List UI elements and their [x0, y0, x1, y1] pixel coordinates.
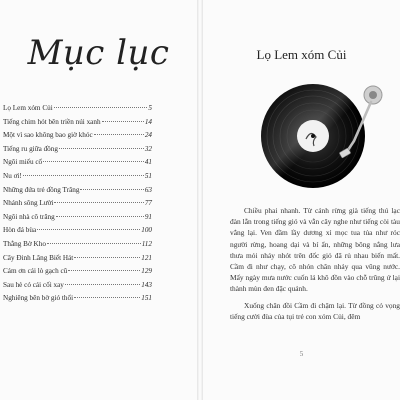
toc-entry-page: 24 [144, 131, 152, 140]
toc-leader-dots [43, 161, 144, 162]
vinyl-record-illustration [258, 81, 388, 191]
toc-entry-page: 32 [144, 144, 152, 153]
toc-entry[interactable] [3, 240, 152, 254]
page-number: 5 [299, 350, 304, 358]
story-paragraph: Chiều phai nhanh. Từ cánh rừng già tiếng thú lạc đàn lẫn trong tiếng gió và vẫn cây nghe như tiếng còi tàu vẳng lại. Ven đầm lầy dương xỉ mọc tua tủa như róc người rừng, hoang dại và bí ẩn, những bông nắng lưa thưa mỏi nhảy nhót trên đốc giỏ đã rủ nhau biến mất. Cầm đi như chạy, cô nhón chân nhảy qua vũng nước. Mấy ngày mưa nước cuốn lá khô đồn vào chỗ trũng ứ lại thành mùn đen đặc quánh. [230, 206, 400, 294]
vinyl-record-icon [258, 81, 388, 191]
toc-leader-dots [65, 284, 140, 285]
toc-entry-page: 121 [141, 253, 152, 262]
toc-entry-title: Sau hè có cái cối xay [3, 280, 64, 289]
toc-entry-title: Ngôi nhà cô trăng [3, 212, 55, 221]
toc-entry-title: Một vì sao không bao giờ khóc [3, 131, 93, 140]
toc-leader-dots [37, 229, 140, 230]
toc-entry[interactable] [3, 172, 152, 186]
toc-entry-page: 143 [141, 280, 152, 289]
toc-leader-dots [47, 243, 141, 244]
toc-entry-page: 129 [141, 267, 152, 276]
toc-entry-page: 100 [141, 226, 152, 235]
toc-entry[interactable] [3, 267, 152, 281]
toc-entry-title: Những đứa trẻ đồng Trăng [3, 185, 80, 194]
toc-entry-page: 14 [144, 117, 152, 126]
toc-heading: Mục lục [27, 33, 170, 73]
toc-entry-title: Hòn đá bùa [3, 226, 37, 235]
story-body [230, 205, 400, 327]
toc-entry-page: 63 [144, 185, 152, 194]
toc-entry[interactable] [3, 294, 152, 308]
toc-entry[interactable] [3, 131, 152, 145]
toc-leader-dots [94, 134, 144, 135]
toc-entry-page: 41 [144, 158, 152, 167]
toc-entry-title: Nu ơi! [3, 171, 22, 180]
toc-entry-title: Tiếng ru giữa đồng [3, 144, 58, 153]
toc-entry-title: Cám ơn cái lò gạch cũ [3, 267, 68, 276]
toc-leader-dots [74, 297, 140, 298]
toc-entry[interactable] [3, 254, 152, 268]
toc-entry[interactable] [3, 158, 152, 172]
toc-entry[interactable] [3, 199, 152, 213]
toc-entry-title: Thằng Bờ Kho [3, 239, 46, 248]
toc-entry-page: 51 [144, 171, 152, 180]
toc-list [3, 104, 152, 308]
toc-leader-dots [56, 216, 144, 217]
toc-entry[interactable] [3, 186, 152, 200]
toc-leader-dots [80, 189, 143, 190]
toc-entry[interactable] [3, 145, 152, 159]
toc-entry-page: 91 [144, 212, 152, 221]
toc-entry[interactable] [3, 104, 152, 118]
toc-entry-page: 5 [148, 104, 152, 112]
story-title: Lọ Lem xóm Củi [256, 47, 347, 62]
toc-entry-title: Ngôi miếu cổ [3, 158, 43, 167]
toc-leader-dots [54, 107, 148, 108]
toc-leader-dots [68, 270, 140, 271]
toc-entry-title: Lọ Lem xóm Củi [3, 104, 53, 112]
toc-leader-dots [102, 121, 144, 122]
toc-entry[interactable] [3, 118, 152, 132]
toc-entry[interactable] [3, 281, 152, 295]
toc-entry-title: Nghiêng bên bờ gió thổi [3, 294, 74, 303]
toc-entry[interactable] [3, 213, 152, 227]
toc-leader-dots [54, 202, 143, 203]
toc-leader-dots [23, 175, 144, 176]
toc-leader-dots [59, 148, 144, 149]
toc-entry-page: 112 [141, 239, 152, 248]
toc-entry-page: 77 [144, 199, 152, 208]
toc-entry-title: Tiếng chim hót bên triền núi xanh [3, 117, 101, 126]
story-paragraph: Xuống chân đồi Cầm đi chậm lại. Từ đồng cỏ vọng tiếng cười đùa của tụi trẻ con xóm Củi, đêm [230, 300, 400, 321]
toc-entry-title: Nhánh sông Lười [3, 199, 54, 208]
toc-entry-title: Cây Đinh Lăng Biết Hát [3, 253, 74, 262]
toc-entry[interactable] [3, 226, 152, 240]
toc-leader-dots [74, 257, 140, 258]
toc-entry-page: 151 [141, 294, 152, 303]
